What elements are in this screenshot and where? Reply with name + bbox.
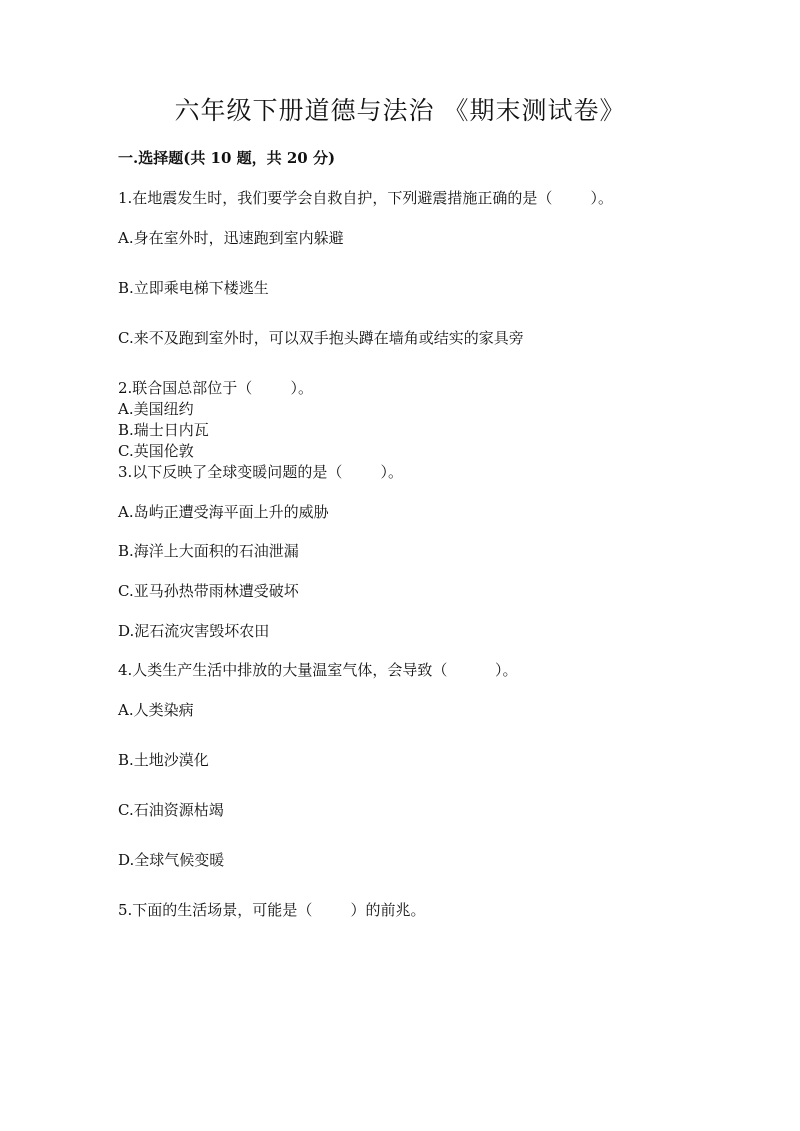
question-5-stem: 5.下面的生活场景，可能是（ ）的前兆。 (118, 901, 426, 919)
question-4-option-a: A.人类染病 (118, 701, 194, 719)
question-2-option-c: C.英国伦敦 (118, 442, 194, 460)
question-3-option-a: A.岛屿正遭受海平面上升的威胁 (118, 503, 329, 521)
question-3-stem: 3.以下反映了全球变暖问题的是（ ）。 (118, 463, 403, 481)
section-heading: 一.选择题(共 10 题，共 20 分) (118, 149, 336, 167)
question-4-option-c: C.石油资源枯竭 (118, 801, 224, 819)
question-3-option-d: D.泥石流灾害毁坏农田 (118, 622, 270, 640)
question-4-option-d: D.全球气候变暖 (118, 851, 225, 869)
question-3-option-c: C.亚马孙热带雨林遭受破坏 (118, 582, 299, 600)
question-4-option-b: B.土地沙漠化 (118, 751, 209, 769)
question-1-option-c: C.来不及跑到室外时，可以双手抱头蹲在墙角或结实的家具旁 (118, 329, 524, 347)
question-4-stem: 4.人类生产生活中排放的大量温室气体，会导致（ ）。 (118, 661, 518, 679)
question-2-option-a: A.美国纽约 (118, 400, 194, 418)
question-2-option-b: B.瑞士日内瓦 (118, 421, 209, 439)
question-1-option-a: A.身在室外时，迅速跑到室内躲避 (118, 229, 344, 247)
question-1-option-b: B.立即乘电梯下楼逃生 (118, 279, 269, 297)
question-1-stem: 1.在地震发生时，我们要学会自救自护，下列避震措施正确的是（ ）。 (118, 189, 613, 207)
exam-title: 六年级下册道德与法治 《期末测试卷》 (174, 96, 626, 125)
question-2-stem: 2.联合国总部位于（ ）。 (118, 379, 313, 397)
question-3-option-b: B.海洋上大面积的石油泄漏 (118, 542, 299, 560)
